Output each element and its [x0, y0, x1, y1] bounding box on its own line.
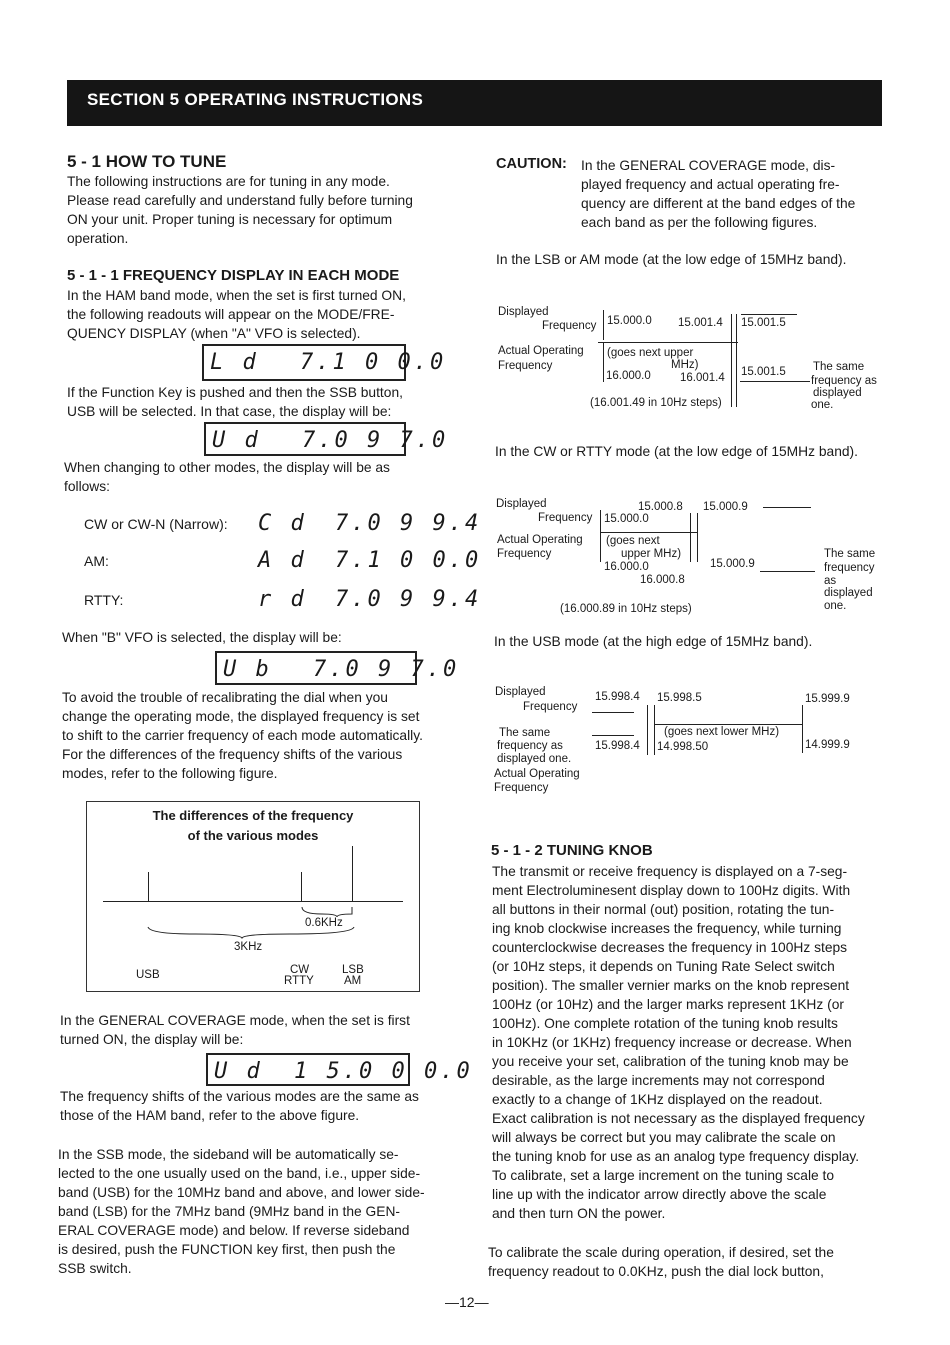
fig1-same1: The same: [813, 361, 865, 373]
figure-title-line2: of the various modes: [187, 828, 319, 843]
fig2-steps: (16.000.89 in 10Hz steps): [560, 603, 692, 615]
vfo-b-line: When "B" VFO is selected, the display will be:: [62, 630, 342, 645]
fig2-same4: displayed: [824, 587, 873, 599]
heading-5-1: 5 - 1 HOW TO TUNE: [67, 152, 227, 171]
fig3-same3: displayed one.: [497, 753, 572, 765]
ham-band-paragraph: In the HAM band mode, when the set is first turned ON, the following readouts will appear on the MODE/FRE- QUENCY DISPLAY (when "A" VFO is selected).: [67, 288, 406, 341]
fig1-tick: [603, 342, 604, 382]
lcd-display-vfo-b: [215, 651, 460, 685]
lcd-frequency: 7.0 9 7.0: [302, 428, 449, 453]
fig2-a2: 16.000.8: [640, 574, 685, 586]
mode-code-am: A d: [258, 548, 307, 573]
lcd-frequency: 7.1 0 0.0: [300, 350, 447, 375]
fig2-arrow: [763, 507, 811, 508]
heading-5-1-1: 5 - 1 - 1 FREQUENCY DISPLAY IN EACH MODE: [67, 267, 400, 284]
fig1-d2: 15.001.4: [678, 317, 723, 329]
mode-label-am: AM:: [84, 553, 109, 569]
fig2-actual: Actual Operating: [497, 534, 583, 546]
ssb-sideband-paragraph: In the SSB mode, the sideband will be automatically se- lected to the one usually used on the band, i.e., upper side- band (USB) for the 10MHz band and above, and lower side- band (LSB) for the 7MHz band (9MHz band in the GEN- ERAL COVERAGE mode) and below. If reverse sideband is desired, push the FUNCTION key first, then push the SSB switch.: [58, 1147, 425, 1276]
mode-freq-cw: 7.0 9 9.4: [335, 511, 482, 536]
fig1-actual-frequency: Frequency: [498, 360, 553, 372]
lcd-frequency: 7.0 9 7.0: [313, 657, 460, 682]
label-am: AM: [344, 975, 362, 987]
fig1-frequency: Frequency: [542, 320, 597, 332]
mode-label-rtty: RTTY:: [84, 592, 124, 608]
fig3-a3: 14.999.9: [805, 739, 850, 751]
figure-marker-usb: [148, 872, 149, 902]
fig2-displayed: Displayed: [496, 498, 547, 510]
fig1-d3: 15.001.5: [741, 317, 786, 329]
fig3-tick: [647, 705, 648, 755]
fig3-divider: [654, 724, 802, 725]
mode-code-cw: C d: [258, 511, 307, 536]
fig1-divider: [598, 342, 738, 343]
mode-label-cw: CW or CW-N (Narrow):: [84, 516, 228, 532]
fig3-d1: 15.998.4: [595, 691, 640, 703]
usb-figure-heading: In the USB mode (at the high edge of 15MHz band).: [494, 634, 813, 649]
lcd-display-general: [206, 1053, 473, 1086]
fig2-frequency: Frequency: [538, 512, 593, 524]
heading-5-1-2: 5 - 1 - 2 TUNING KNOB: [491, 842, 653, 859]
fig1-tick: [603, 310, 604, 340]
fig3-displayed: Displayed: [495, 686, 546, 698]
fig2-goes1: (goes next: [606, 535, 660, 547]
intro-paragraph: The following instructions are for tuning in any mode. Please read carefully and understand fully before turning ON your unit. Proper tuning is necessary for optimum operation.: [67, 174, 413, 246]
caution-label: CAUTION:: [496, 156, 567, 172]
fig2-a3: 15.000.9: [710, 558, 755, 570]
avoid-recalibrating-paragraph: To avoid the trouble of recalibrating the dial when you change the operating mode, the displayed frequency is set to shift to the carrier frequency of each mode automatically. For the differences of the frequency shifts of the various modes, refer to the following figure.: [62, 690, 423, 781]
fig3-d2: 15.998.5: [657, 692, 702, 704]
fig2-same2: frequency: [824, 562, 875, 574]
fig1-tick: [736, 314, 737, 407]
fig1-same2: frequency as: [811, 375, 877, 387]
figure-marker-lsb: [352, 846, 353, 902]
fig3-actual: Actual Operating: [494, 768, 580, 780]
label-usb: USB: [136, 969, 160, 981]
fig2-same5: one.: [824, 600, 847, 612]
lcd-frequency: 1 5.0 0 0.0: [294, 1059, 473, 1084]
page-number: —12—: [445, 1294, 489, 1310]
fig3-arrow: [592, 735, 634, 736]
fig2-tick: [690, 513, 691, 562]
fig1-actual: Actual Operating: [498, 345, 584, 357]
frequency-shift-paragraph: The frequency shifts of the various modes are the same as those of the HAM band, refer to the above figure.: [60, 1089, 419, 1123]
lcd-display-usb: [204, 422, 449, 456]
section-title: SECTION 5 OPERATING INSTRUCTIONS: [87, 90, 424, 109]
fig1-arrow: [741, 314, 797, 315]
fig1-same4: one.: [811, 399, 834, 411]
changing-modes-paragraph: When changing to other modes, the display will be as follows:: [64, 460, 390, 494]
label-cw: CW: [290, 964, 310, 976]
tuning-knob-paragraph: The transmit or receive frequency is displayed on a 7-seg- ment Electroluminesent display down to 100Hz digits. With all buttons in their normal (out) position, rotating the tun- ing knob clockwise increases the frequency, while turning counterclockwise decreases the frequency in 100Hz steps (or 10Hz steps, it depends on Tuning Rate Select switch position). The smaller vernier marks on the knob represent 100Hz (or 10Hz) and the larger marks represent 1KHz (or 100Hz). One complete rotation of the tuning knob results in 10KHz (or 1KHz) frequency increase or decrease. When you receive your set, calibration of the tuning knob may be desirable, as the large increments may not correspond exactly to a change of 1KHz displayed on the readout. Exact calibration is not necessary as the displayed frequency will always be correct but you may calibrate the scale on the tuning knob for use as an analog type frequency display. To calibrate, set a large increment on the tuning scale to line up with the indicator arrow directly above the scale and then turn ON the power.: [492, 864, 865, 1221]
fig1-displayed: Displayed: [498, 306, 549, 318]
lcd-mode: L d: [210, 350, 259, 375]
fig2-d0: 15.000.0: [604, 513, 649, 525]
lcd-mode: U d: [214, 1059, 263, 1084]
fig2-divider: [600, 532, 698, 533]
fig2-arrow: [760, 571, 815, 572]
fig1-a2: 16.001.4: [680, 372, 725, 384]
fig1-tick: [731, 314, 732, 407]
figure-title-line1: The differences of the frequency: [152, 808, 354, 823]
fig3-goes: (goes next lower MHz): [664, 726, 780, 738]
fig3-tick: [802, 705, 803, 753]
fig3-actual-frequency: Frequency: [494, 782, 549, 794]
fig3-a2: 14.998.50: [657, 741, 709, 753]
fig2-same1: The same: [824, 548, 876, 560]
fig2-same3: as: [824, 575, 837, 587]
fig3-same1: The same: [499, 727, 551, 739]
fig3-a1: 15.998.4: [595, 740, 640, 752]
label-3khz: 3KHz: [234, 941, 263, 953]
fig1-steps: (16.001.49 in 10Hz steps): [590, 397, 722, 409]
calibrate-paragraph: To calibrate the scale during operation, if desired, set the frequency readout to 0.0KHz, push the dial lock button,: [488, 1245, 834, 1279]
fig3-d3: 15.999.9: [805, 693, 850, 705]
fig2-tick: [697, 513, 698, 562]
fig2-d2: 15.000.9: [703, 501, 748, 513]
figure-marker-cw: [301, 872, 302, 902]
fig3-tick: [654, 705, 655, 755]
fig1-arrow: [740, 381, 810, 382]
caution-text: In the GENERAL COVERAGE mode, dis- played frequency and actual operating fre- quency are different at the band edges of the each band as per the following figures.: [581, 158, 856, 230]
fig2-goes2: upper MHz): [621, 548, 682, 560]
fig1-a1: 16.000.0: [606, 370, 651, 382]
fig3-arrow: [592, 712, 634, 713]
fig1-goes2: MHz): [671, 359, 699, 371]
mode-code-rtty: r d: [258, 587, 307, 612]
label-0-6khz: 0.6KHz: [305, 917, 343, 929]
fig2-a1: 16.000.0: [604, 561, 649, 573]
mode-freq-rtty: 7.0 9 9.4: [335, 587, 482, 612]
function-key-paragraph: If the Function Key is pushed and then the SSB button, USB will be selected. In that case, the display will be:: [67, 385, 403, 419]
cw-figure-heading: In the CW or RTTY mode (at the low edge of 15MHz band).: [495, 444, 858, 459]
lcd-mode: U b: [223, 657, 272, 682]
general-coverage-paragraph: In the GENERAL COVERAGE mode, when the set is first turned ON, the display will be:: [60, 1013, 410, 1047]
fig1-goes1: (goes next upper: [607, 347, 694, 359]
mode-freq-am: 7.1 0 0.0: [335, 548, 482, 573]
fig1-same3: displayed: [813, 387, 862, 399]
label-lsb: LSB: [342, 964, 364, 976]
fig1-d1: 15.000.0: [607, 315, 652, 327]
fig3-same2: frequency as: [497, 740, 563, 752]
fig2-actual-frequency: Frequency: [497, 548, 552, 560]
lcd-display-lsb: [202, 344, 447, 381]
fig2-d1: 15.000.8: [638, 501, 683, 513]
fig1-a3: 15.001.5: [741, 366, 786, 378]
fig2-tick: [600, 510, 601, 562]
label-rtty: RTTY: [284, 975, 314, 987]
fig3-frequency: Frequency: [523, 701, 578, 713]
lsb-figure-heading: In the LSB or AM mode (at the low edge of 15MHz band).: [496, 252, 847, 267]
lcd-mode: U d: [212, 428, 261, 453]
